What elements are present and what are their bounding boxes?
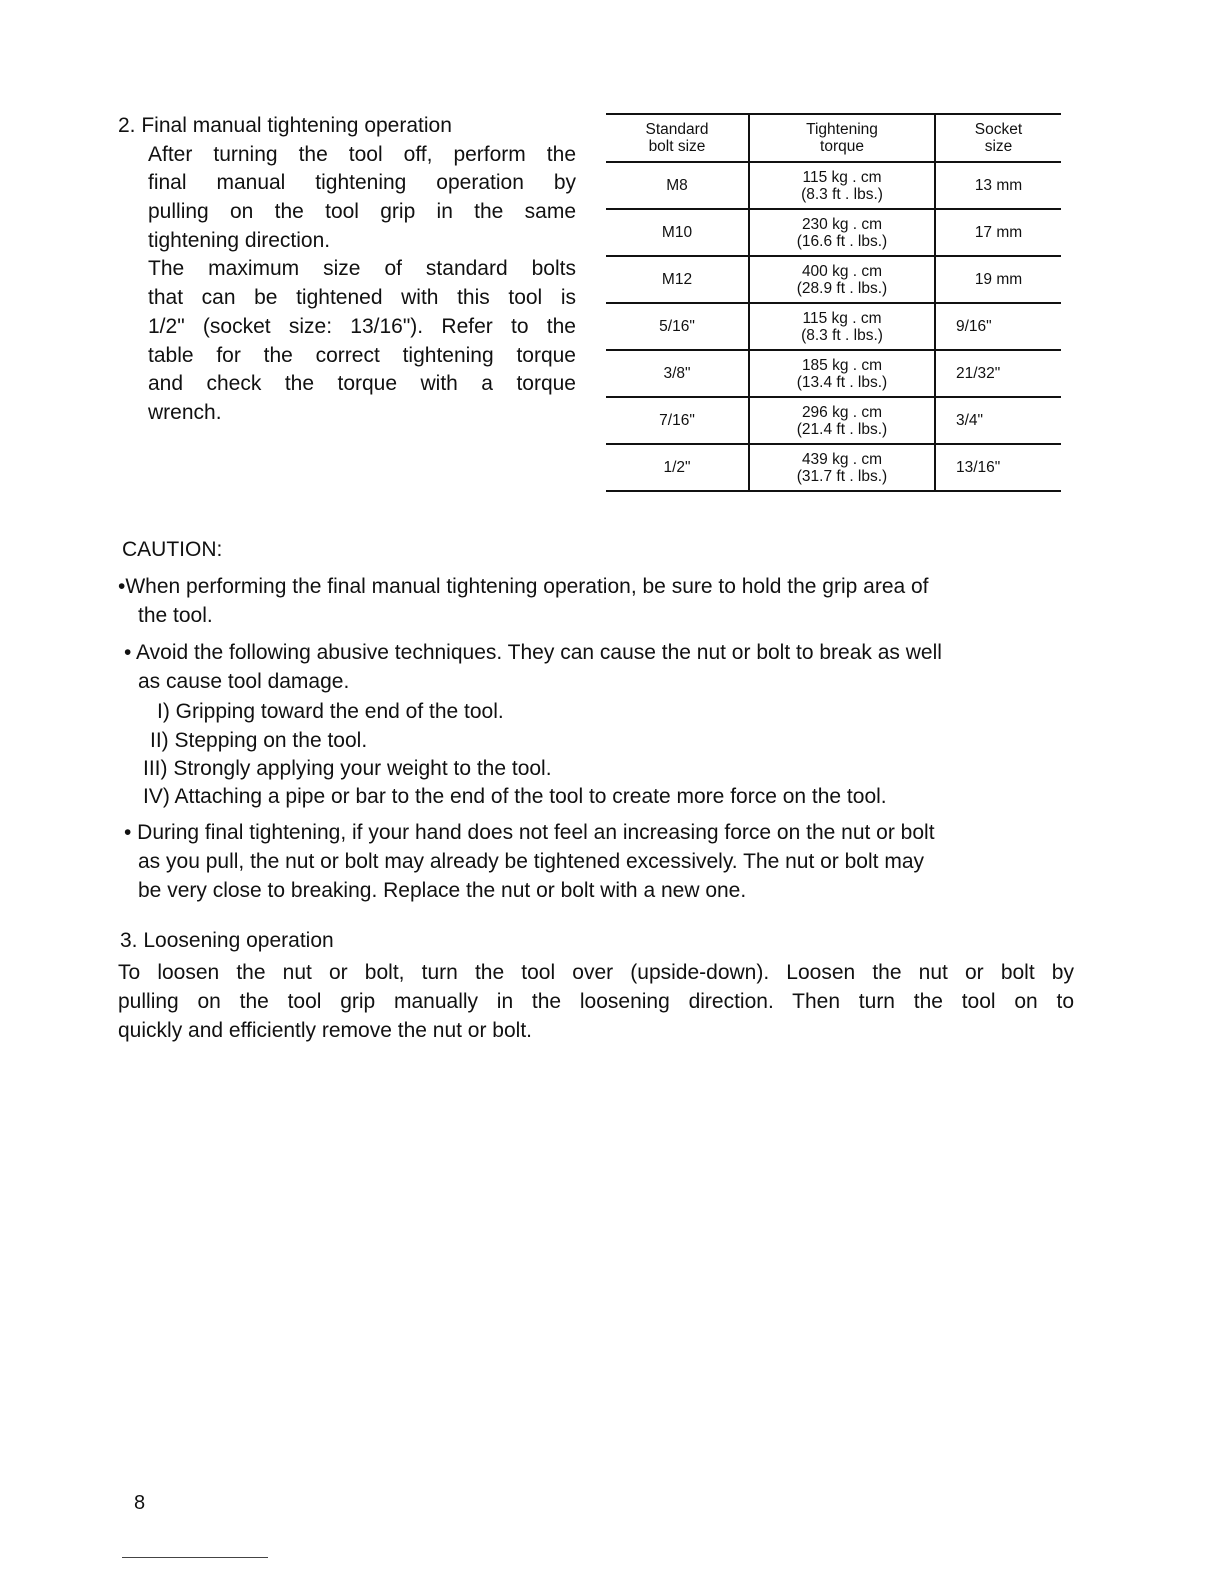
socket-size-cell: 3/4" xyxy=(935,397,1061,444)
table-header-row xyxy=(606,114,1061,162)
paragraph-line: table for the correct tightening torque xyxy=(148,343,576,367)
table-row xyxy=(606,444,1061,491)
paragraph-line: pulling on the tool grip manually in the loosening direction. Then turn the tool on to xyxy=(118,990,1074,1013)
torque-cell: 115 kg . cm (8.3 ft . lbs.) xyxy=(749,162,935,209)
paragraph-line: pulling on the tool grip in the same xyxy=(148,200,576,224)
socket-size-cell: 19 mm xyxy=(935,256,1061,303)
table-row xyxy=(606,256,1061,303)
footer-rule xyxy=(122,1557,268,1558)
header-torque: Tightening torque xyxy=(749,114,935,162)
page-number: 8 xyxy=(134,1492,146,1514)
caution-bullet: •When performing the final manual tightening operation, be sure to hold the grip area of xyxy=(118,575,929,598)
torque-cell: 400 kg . cm (28.9 ft . lbs.) xyxy=(749,256,935,303)
torque-cell: 296 kg . cm (21.4 ft . lbs.) xyxy=(749,397,935,444)
bolt-size-cell: 3/8" xyxy=(606,350,749,397)
socket-size-cell: 13/16" xyxy=(935,444,1061,491)
table-row xyxy=(606,303,1061,350)
caution-bullet-cont: be very close to breaking. Replace the nut or bolt with a new one. xyxy=(138,879,747,902)
header-bolt-size: Standard bolt size xyxy=(606,114,749,162)
socket-size-cell: 9/16" xyxy=(935,303,1061,350)
bolt-size-cell: 1/2" xyxy=(606,444,749,491)
section-heading: 2. Final manual tightening operation xyxy=(118,114,452,137)
paragraph-line: 1/2" (socket size: 13/16"). Refer to the xyxy=(148,314,576,338)
caution-bullet-cont: as you pull, the nut or bolt may already be tightened excessively. The nut or bolt may xyxy=(138,850,924,873)
paragraph-line: tightening direction. xyxy=(148,228,331,252)
table-row xyxy=(606,350,1061,397)
caution-bullet: • Avoid the following abusive techniques. They can cause the nut or bolt to break as well xyxy=(124,641,942,664)
torque-cell: 230 kg . cm (16.6 ft . lbs.) xyxy=(749,209,935,256)
abuse-item: II) Stepping on the tool. xyxy=(150,729,368,752)
socket-size-cell: 17 mm xyxy=(935,209,1061,256)
abuse-item: IV) Attaching a pipe or bar to the end of the tool to create more force on the tool. xyxy=(143,785,887,808)
paragraph-line: wrench. xyxy=(148,400,222,424)
table-row xyxy=(606,162,1061,209)
paragraph-line: The maximum size of standard bolts xyxy=(148,257,576,281)
caution-bullet: • During final tightening, if your hand does not feel an increasing force on the nut or bolt xyxy=(124,821,935,844)
section-heading-loosening: 3. Loosening operation xyxy=(120,929,334,952)
bolt-size-cell: M12 xyxy=(606,256,749,303)
paragraph-line: that can be tightened with this tool is xyxy=(148,286,576,310)
caution-bullet-cont: the tool. xyxy=(138,604,213,627)
paragraph-line: final manual tightening operation by xyxy=(148,171,576,195)
bolt-size-cell: 5/16" xyxy=(606,303,749,350)
bolt-size-cell: M8 xyxy=(606,162,749,209)
paragraph-line: and check the torque with a torque xyxy=(148,372,576,396)
paragraph-line: quickly and efficiently remove the nut or bolt. xyxy=(118,1019,533,1042)
header-socket-size: Socket size xyxy=(935,114,1061,162)
table-row xyxy=(606,209,1061,256)
paragraph-line: To loosen the nut or bolt, turn the tool over (upside-down). Loosen the nut or bolt by xyxy=(118,961,1074,984)
socket-size-cell: 21/32" xyxy=(935,350,1061,397)
section-final-tightening xyxy=(118,111,576,427)
socket-size-cell: 13 mm xyxy=(935,162,1061,209)
caution-title: CAUTION: xyxy=(122,538,223,561)
table-row xyxy=(606,397,1061,444)
bolt-size-cell: 7/16" xyxy=(606,397,749,444)
torque-table xyxy=(606,113,1061,492)
abuse-item: III) Strongly applying your weight to the tool. xyxy=(143,757,552,780)
bolt-size-cell: M10 xyxy=(606,209,749,256)
paragraph-line: After turning the tool off, perform the xyxy=(148,142,576,166)
abuse-item: I) Gripping toward the end of the tool. xyxy=(157,700,504,723)
torque-cell: 115 kg . cm (8.3 ft . lbs.) xyxy=(749,303,935,350)
caution-bullet-cont: as cause tool damage. xyxy=(138,670,350,693)
torque-cell: 439 kg . cm (31.7 ft . lbs.) xyxy=(749,444,935,491)
torque-cell: 185 kg . cm (13.4 ft . lbs.) xyxy=(749,350,935,397)
